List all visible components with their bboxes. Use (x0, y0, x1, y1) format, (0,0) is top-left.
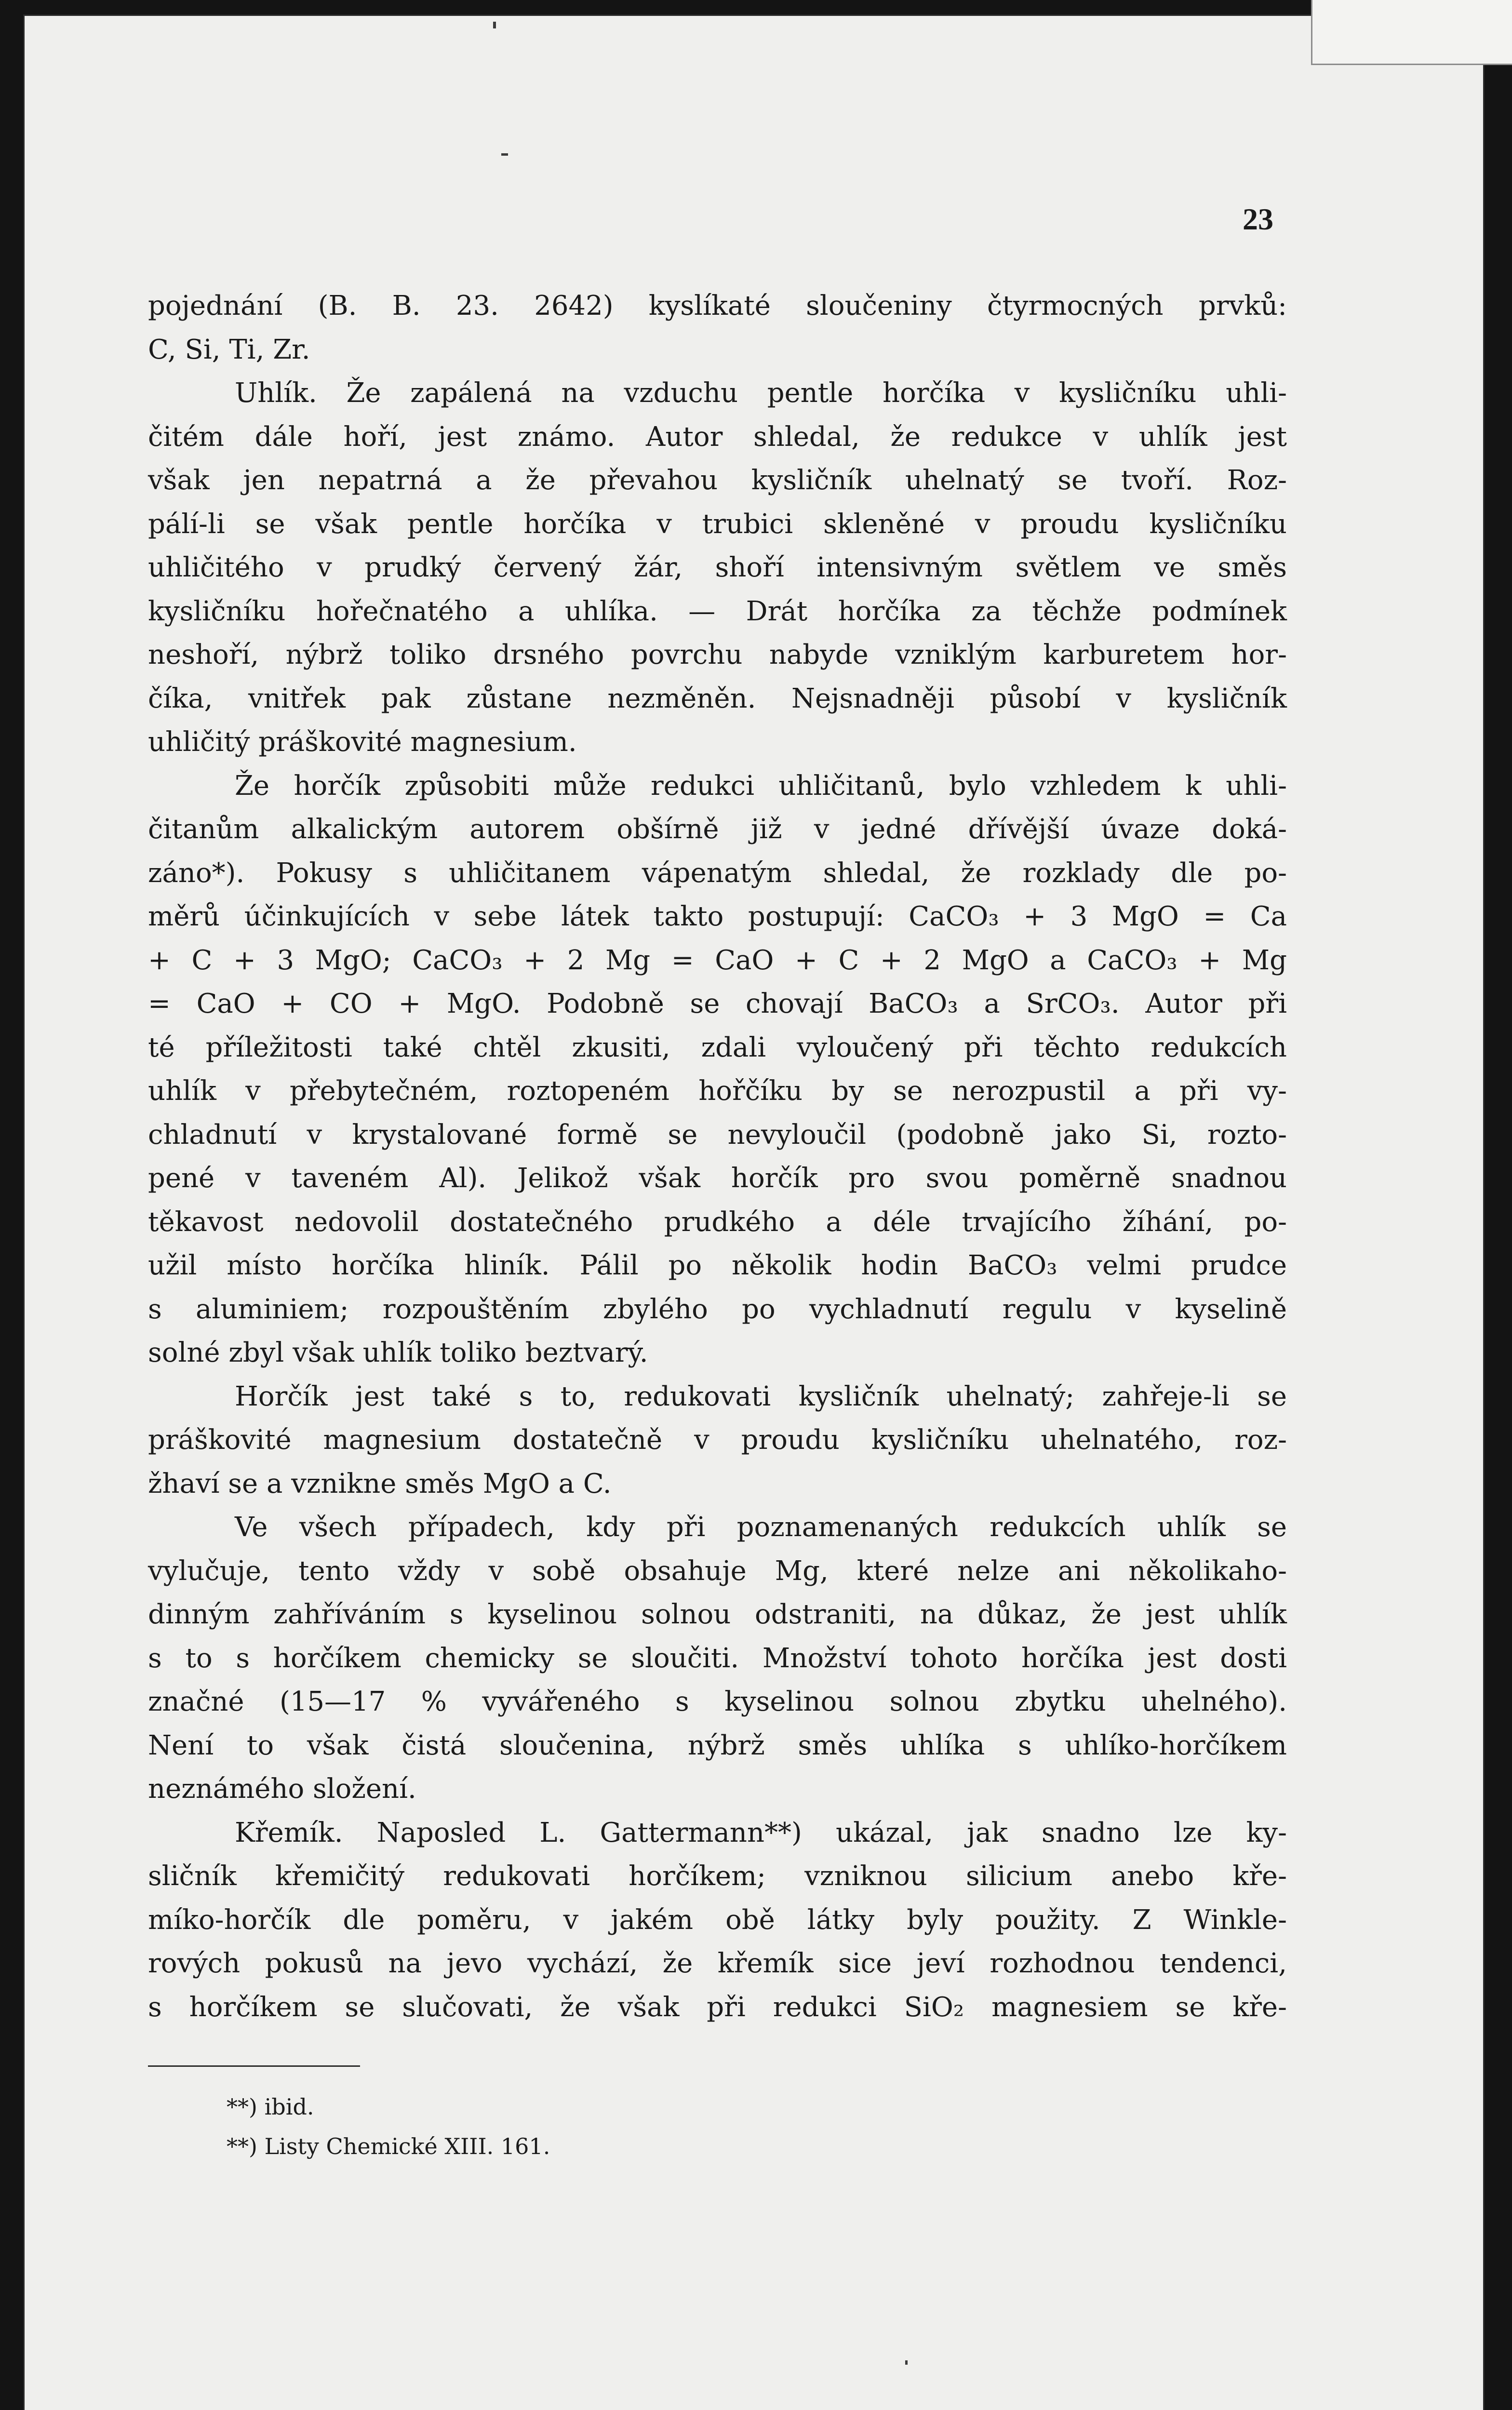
text-line: záno*). Pokusy s uhličitanem vápenatým shledal, že rozklady dle po- (148, 857, 1287, 889)
paragraph-start-uhlik: Uhlík. Že zapálená na vzduchu pentle horčíka v kysličníku uhli- (235, 377, 1287, 409)
body-text (148, 284, 1287, 2029)
text-line: pálí-li se však pentle horčíka v trubici skleněné v proudu kysličníku (148, 508, 1287, 540)
text-line: však jen nepatrná a že převahou kysličník uhelnatý se tvoří. Roz- (148, 465, 1287, 496)
text-line: těkavost nedovolil dostatečného prudkého a déle trvajícího žíhání, po- (148, 1206, 1287, 1238)
text-line: vylučuje, tento vždy v sobě obsahuje Mg, které nelze ani několikaho- (148, 1555, 1287, 1587)
paragraph-start: Horčík jest také s to, redukovati kysličník uhelnatý; zahřeje-li se (235, 1380, 1287, 1412)
text-line: čitém dále hoří, jest známo. Autor shledal, že redukce v uhlík jest (148, 421, 1287, 453)
text-line: měrů účinkujících v sebe látek takto postupují: CaCO₃ + 3 MgO = Ca (148, 901, 1287, 932)
text-line: dinným zahříváním s kyselinou solnou odstraniti, na důkaz, že jest uhlík (148, 1599, 1287, 1630)
paragraph-start: Ve všech případech, kdy při poznamenaných redukcích uhlík se (235, 1512, 1287, 1543)
text-line: s horčíkem se slučovati, že však při redukci SiO₂ magnesiem se kře- (148, 1991, 1287, 2023)
text-line: míko-horčík dle poměru, v jakém obě látky byly použity. Z Winkle- (148, 1904, 1287, 1936)
paragraph-start-kremik: Křemík. Naposled L. Gattermann**) ukázal, jak snadno lze ky- (235, 1817, 1287, 1848)
text-line: rových pokusů na jevo vychází, že křemík sice jeví rozhodnou tendenci, (148, 1948, 1287, 1979)
scan-speck (905, 2360, 908, 2365)
text-line: solné zbyl však uhlík toliko beztvarý. (148, 1337, 648, 1368)
scan-speck (493, 22, 496, 28)
scan-speck (501, 153, 508, 156)
text-line: číka, vnitřek pak zůstane nezměněn. Nejsnadněji působí v kysličník (148, 683, 1287, 714)
text-line: + C + 3 MgO; CaCO₃ + 2 Mg = CaO + C + 2 MgO a CaCO₃ + Mg (148, 944, 1287, 976)
text-line: pené v taveném Al). Jelikož však horčík pro svou poměrně snadnou (148, 1163, 1287, 1194)
footnote-rule (148, 2065, 360, 2067)
text-line: práškovité magnesium dostatečně v proudu kysličníku uhelnatého, roz- (148, 1424, 1287, 1456)
text-line: uhličitého v prudký červený žár, shoří intensivným světlem ve směs (148, 552, 1287, 583)
text-line: žhaví se a vznikne směs MgO a C. (148, 1468, 612, 1500)
text-line: sličník křemičitý redukovati horčíkem; vzniknou silicium anebo kře- (148, 1861, 1287, 1892)
text-line: neshoří, nýbrž toliko drsného povrchu nabyde vzniklým karburetem hor- (148, 639, 1287, 670)
text-line: s aluminiem; rozpouštěním zbylého po vychladnutí regulu v kyselině (148, 1293, 1287, 1325)
text-line: pojednání (B. B. 23. 2642) kyslíkaté sloučeniny čtyrmocných prvků: (148, 290, 1287, 321)
text-line: uhličitý práškovité magnesium. (148, 726, 577, 758)
text-line: uhlík v přebytečném, roztopeném hořčíku by se nerozpustil a při vy- (148, 1075, 1287, 1107)
text-line: neznámého složení. (148, 1773, 416, 1805)
footnote: **) ibid. (227, 2094, 314, 2120)
text-line: čitanům alkalickým autorem obšírně již v jedné dřívější úvaze doká- (148, 814, 1287, 845)
text-line: chladnutí v krystalované formě se nevyloučil (podobně jako Si, rozto- (148, 1119, 1287, 1151)
page-number: 23 (1243, 202, 1273, 236)
text-line: Není to však čistá sloučenina, nýbrž směs uhlíka s uhlíko-horčíkem (148, 1729, 1287, 1761)
text-line: s to s horčíkem chemicky se sloučiti. Množství tohoto horčíka jest dosti (148, 1642, 1287, 1674)
paragraph-start: Že horčík způsobiti může redukci uhličitanů, bylo vzhledem k uhli- (235, 770, 1287, 802)
text-line: té příležitosti také chtěl zkusiti, zdali vyloučený při těchto redukcích (148, 1031, 1287, 1063)
text-line: značné (15—17 % vyvářeného s kyselinou solnou zbytku uhelného). (148, 1686, 1287, 1717)
text-line: = CaO + CO + MgO. Podobně se chovají BaCO₃ a SrCO₃. Autor při (148, 988, 1287, 1019)
text-line: kysličníku hořečnatého a uhlíka. — Drát horčíka za těchže podmínek (148, 595, 1287, 627)
scan-corner-mark (1311, 0, 1512, 65)
footnotes (227, 2087, 550, 2166)
text-line: C, Si, Ti, Zr. (148, 334, 310, 365)
text-line: užil místo horčíka hliník. Pálil po několik hodin BaCO₃ velmi prudce (148, 1250, 1287, 1281)
footnote: **) Listy Chemické XIII. 161. (227, 2133, 550, 2159)
